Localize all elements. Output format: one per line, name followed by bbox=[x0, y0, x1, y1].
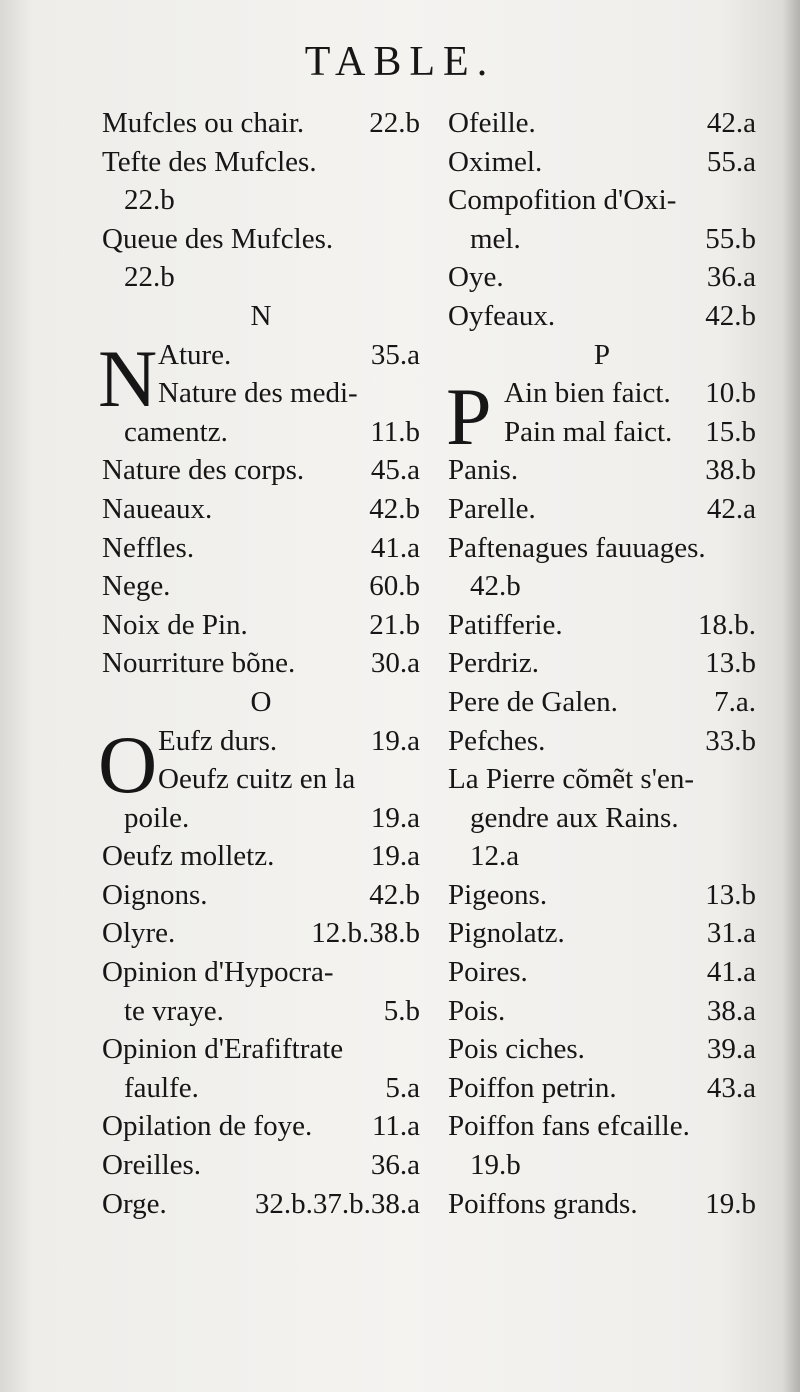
index-entry bbox=[448, 1146, 756, 1185]
index-entry-text: Pignolatz. bbox=[448, 917, 565, 950]
index-entry bbox=[102, 181, 420, 220]
index-entry bbox=[448, 220, 756, 259]
index-entry-text: 19.b bbox=[470, 1149, 521, 1182]
index-entry-text: poile. bbox=[124, 801, 190, 834]
index-entry-reference: 41.a bbox=[706, 956, 756, 989]
index-entry bbox=[102, 374, 420, 413]
index-entry-reference: 42.a bbox=[706, 492, 756, 525]
index-entry bbox=[102, 799, 420, 838]
index-entry bbox=[102, 992, 420, 1031]
drop-cap: N bbox=[98, 332, 158, 424]
index-column-left bbox=[98, 104, 420, 1223]
index-entry-text: Pois. bbox=[448, 994, 506, 1027]
index-entry-text: Opinion d'Erafiftrate bbox=[102, 1033, 344, 1066]
index-entry-reference: 60.b bbox=[369, 570, 420, 603]
index-entry bbox=[448, 1030, 756, 1069]
index-entry bbox=[448, 992, 756, 1031]
index-entry-reference: 38.a bbox=[706, 994, 756, 1027]
index-entry-reference: 36.a bbox=[370, 1149, 420, 1182]
index-section-letter bbox=[448, 336, 756, 375]
index-entry bbox=[448, 413, 756, 452]
index-entry bbox=[448, 722, 756, 761]
index-entry bbox=[102, 258, 420, 297]
index-entry-text: Nature des corps. bbox=[102, 454, 305, 487]
index-entry-reference: 39.a bbox=[706, 1033, 756, 1066]
index-entry-reference: 55.a bbox=[706, 145, 756, 178]
index-entry bbox=[448, 876, 756, 915]
index-entry-text: Queue des Mufcles. bbox=[102, 222, 334, 255]
index-entry-text: Paftenagues fauuages. bbox=[448, 531, 706, 564]
index-entry-reference: 42.b bbox=[369, 878, 420, 911]
index-entry-text: La Pierre cõmẽt s'en- bbox=[448, 763, 694, 796]
index-entry-reference: 5.b bbox=[383, 994, 420, 1027]
index-entry bbox=[102, 529, 420, 568]
index-entry-text: Poires. bbox=[448, 956, 528, 989]
index-entry bbox=[448, 837, 756, 876]
index-entry-text: Ature. bbox=[158, 338, 232, 371]
index-entry bbox=[102, 606, 420, 645]
index-entry-reference: 11.a bbox=[371, 1110, 420, 1143]
index-entry bbox=[448, 760, 756, 799]
index-entry-text: Nature des medi- bbox=[158, 377, 358, 410]
index-entry bbox=[102, 1069, 420, 1108]
index-entry bbox=[448, 914, 756, 953]
index-entry bbox=[102, 914, 420, 953]
index-entry-text: Oreilles. bbox=[102, 1149, 202, 1182]
index-entry-text: 22.b bbox=[124, 261, 175, 294]
index-entry-reference: 19.a bbox=[370, 801, 420, 834]
index-entry bbox=[448, 258, 756, 297]
index-entry bbox=[102, 1146, 420, 1185]
index-entry-text: gendre aux Rains. bbox=[470, 801, 679, 834]
index-entry-text: Tefte des Mufcles. bbox=[102, 145, 317, 178]
index-entry-reference: 32.b.37.b.38.a bbox=[254, 1187, 420, 1220]
drop-cap: P bbox=[446, 371, 492, 463]
index-entry bbox=[102, 876, 420, 915]
index-entry bbox=[102, 1030, 420, 1069]
index-entry bbox=[448, 529, 756, 568]
index-entry bbox=[448, 1069, 756, 1108]
index-entry-text: Eufz durs. bbox=[158, 724, 278, 757]
index-entry-reference: 42.a bbox=[706, 107, 756, 139]
index-entry-text: Pigeons. bbox=[448, 878, 548, 911]
index-entry-reference: 13.b bbox=[705, 647, 756, 680]
page-edge-shadow bbox=[782, 0, 800, 1392]
index-entry bbox=[102, 104, 420, 143]
index-entry bbox=[448, 606, 756, 645]
index-entry-text: Patifferie. bbox=[448, 608, 563, 641]
index-entry bbox=[102, 1107, 420, 1146]
index-section-letter bbox=[102, 683, 420, 722]
index-entry bbox=[448, 104, 756, 143]
index-entry-reference: 7.a. bbox=[714, 685, 756, 718]
index-entry-reference: 36.a bbox=[706, 261, 756, 294]
index-entry bbox=[102, 953, 420, 992]
index-entry-text: Oximel. bbox=[448, 145, 543, 178]
index-entry-reference: 19.b bbox=[705, 1187, 756, 1220]
index-entry-text: O bbox=[250, 685, 272, 718]
index-section-letter bbox=[102, 297, 420, 336]
index-entry-text: te vraye. bbox=[124, 994, 224, 1027]
index-entry-text: Compofition d'Oxi- bbox=[448, 184, 677, 217]
index-entry-reference: 31.a bbox=[706, 917, 756, 950]
index-entry-text: Pois ciches. bbox=[448, 1033, 585, 1066]
index-entry-reference: 11.b bbox=[370, 415, 420, 448]
index-entry bbox=[448, 490, 756, 529]
index-entry-text: Nege. bbox=[102, 570, 171, 603]
index-entry-reference: 22.b bbox=[369, 107, 420, 139]
index-entry-reference: 33.b bbox=[705, 724, 756, 757]
index-entry-reference: 13.b bbox=[705, 878, 756, 911]
index-entry-text: Oyfeaux. bbox=[448, 299, 556, 332]
index-entry bbox=[448, 297, 756, 336]
index-entry-text: Noix de Pin. bbox=[102, 608, 248, 641]
index-entry-text: Poiffon petrin. bbox=[448, 1071, 617, 1104]
index-entry bbox=[448, 953, 756, 992]
index-entry-reference: 45.a bbox=[370, 454, 420, 487]
index-entry-text: Parelle. bbox=[448, 492, 536, 525]
index-entry bbox=[448, 143, 756, 182]
index-entry-text: Nourriture bõne. bbox=[102, 647, 296, 680]
index-entry-text: Neffles. bbox=[102, 531, 195, 564]
index-entry bbox=[102, 413, 420, 452]
index-entry-reference: 35.a bbox=[370, 338, 420, 371]
index-entry bbox=[448, 181, 756, 220]
index-entry bbox=[102, 760, 420, 799]
index-entry-reference: 15.b bbox=[705, 415, 756, 448]
index-entry bbox=[102, 143, 420, 182]
index-entry-text: Poiffon fans efcaille. bbox=[448, 1110, 690, 1143]
index-entry-text: Panis. bbox=[448, 454, 519, 487]
index-entry bbox=[102, 451, 420, 490]
index-entry bbox=[448, 799, 756, 838]
index-entry-text: Oeufz molletz. bbox=[102, 840, 275, 873]
index-entry-reference: 55.b bbox=[705, 222, 756, 255]
index-entry-text: faulfe. bbox=[124, 1071, 199, 1104]
index-entry bbox=[102, 490, 420, 529]
index-entry-text: Oignons. bbox=[102, 878, 208, 911]
index-entry-reference: 19.a bbox=[370, 840, 420, 873]
index-entry-reference: 38.b bbox=[705, 454, 756, 487]
index-entry-text: N bbox=[250, 299, 272, 332]
index-entry-text: P bbox=[593, 338, 611, 371]
index-entry-text: Pain mal faict. bbox=[504, 415, 673, 448]
index-entry-text: Oye. bbox=[448, 261, 504, 294]
index-entry-text: Perdriz. bbox=[448, 647, 539, 680]
index-entry-reference: 42.b bbox=[369, 492, 420, 525]
index-entry-reference: 12.b.38.b bbox=[311, 917, 420, 950]
index-entry-reference: 42.b bbox=[705, 299, 756, 332]
index-entry bbox=[102, 644, 420, 683]
index-entry bbox=[448, 567, 756, 606]
index-entry bbox=[102, 220, 420, 259]
drop-cap: O bbox=[98, 718, 158, 810]
index-entry-reference: 18.b. bbox=[698, 608, 756, 641]
index-entry-text: Oeufz cuitz en la bbox=[158, 763, 356, 796]
index-entry-text: Opinion d'Hypocra- bbox=[102, 956, 334, 989]
index-entry bbox=[102, 837, 420, 876]
page-title: TABLE. bbox=[304, 39, 496, 85]
index-entry-text: Ofeille. bbox=[448, 107, 536, 139]
index-entry bbox=[448, 644, 756, 683]
index-entry-text: Orge. bbox=[102, 1187, 167, 1220]
index-entry-reference: 5.a bbox=[385, 1071, 420, 1104]
index-column-right bbox=[448, 104, 756, 1223]
index-entry-text: camentz. bbox=[124, 415, 228, 448]
index-entry-reference: 10.b bbox=[705, 377, 756, 410]
index-entry-text: Pefches. bbox=[448, 724, 546, 757]
index-entry-text: Opilation de foye. bbox=[102, 1110, 313, 1143]
index-entry bbox=[448, 1107, 756, 1146]
index-entry-text: Ain bien faict. bbox=[504, 377, 671, 410]
index-entry-text: Poiffons grands. bbox=[448, 1187, 638, 1220]
index-entry-text: 42.b bbox=[470, 570, 521, 603]
index-entry-text: Naueaux. bbox=[102, 492, 213, 525]
index-entry bbox=[102, 1185, 420, 1224]
index-entry-text: 12.a bbox=[470, 840, 520, 873]
index-entry-reference: 19.a bbox=[370, 724, 420, 757]
index-entry bbox=[448, 1185, 756, 1224]
index-entry bbox=[448, 451, 756, 490]
index-entry bbox=[448, 683, 756, 722]
index-entry-text: Pere de Galen. bbox=[448, 685, 618, 718]
index-entry-reference: 30.a bbox=[370, 647, 420, 680]
index-entry-reference: 21.b bbox=[369, 608, 420, 641]
index-entry-reference: 41.a bbox=[370, 531, 420, 564]
index-entry-reference: 43.a bbox=[706, 1071, 756, 1104]
index-entry-text: Olyre. bbox=[102, 917, 176, 950]
index-entry bbox=[102, 567, 420, 606]
index-entry-text: mel. bbox=[470, 222, 521, 255]
index-entry-text: Mufcles ou chair. bbox=[102, 107, 305, 139]
index-entry-text: 22.b bbox=[124, 184, 175, 217]
